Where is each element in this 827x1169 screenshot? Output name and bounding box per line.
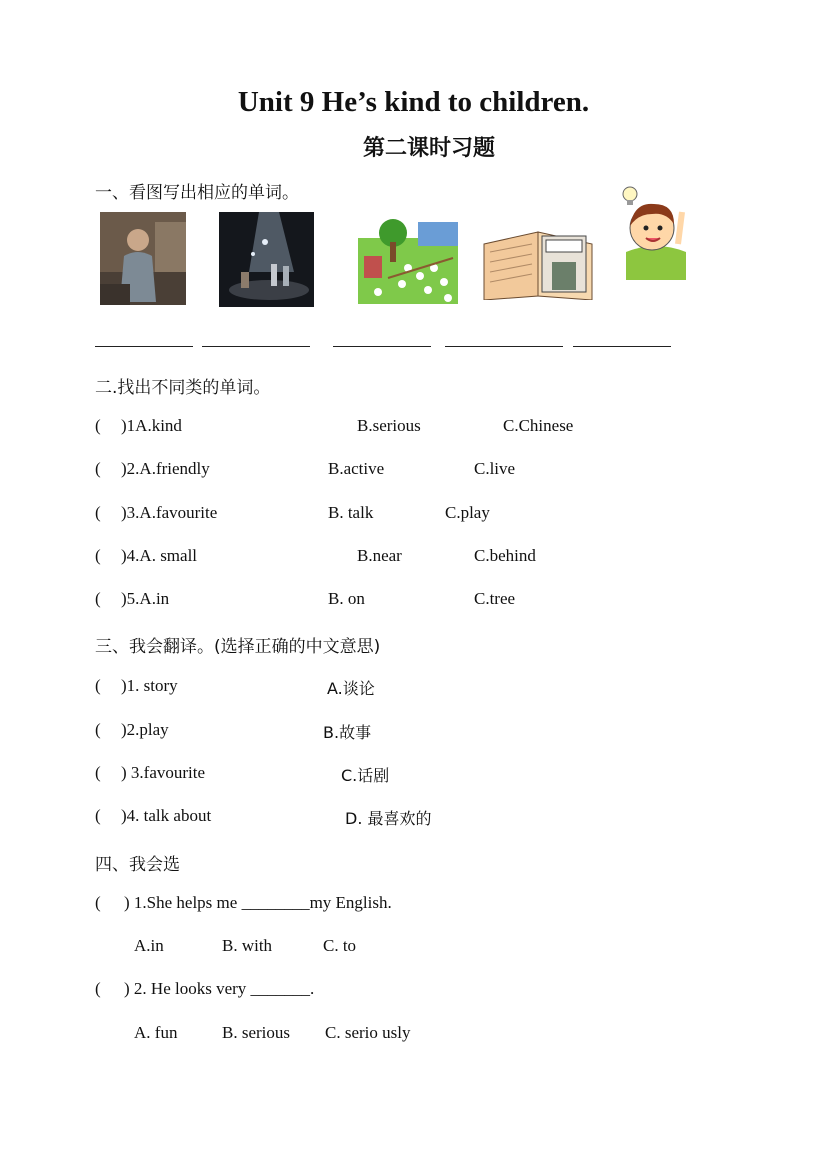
answer-bracket[interactable]: ( — [95, 546, 101, 565]
theatre-play-photo — [219, 212, 314, 307]
answer-bracket[interactable]: ( — [95, 720, 101, 739]
farm-picture — [358, 218, 458, 304]
english-word: ) 3.favourite — [121, 763, 206, 782]
english-word: )1. story — [121, 676, 178, 695]
story-book-picture — [480, 222, 598, 300]
section3-heading: 三、我会翻译。(选择正确的中文意思) — [95, 637, 381, 657]
page-title: Unit 9 He’s kind to children. — [237, 86, 590, 118]
english-word: )2.play — [121, 720, 169, 739]
answer-line-1[interactable] — [95, 346, 193, 347]
item-c: C.Chinese — [503, 416, 574, 435]
answer-line-5[interactable] — [573, 346, 671, 347]
answer-line-2[interactable] — [202, 346, 310, 347]
item-a: )4.A. small — [121, 546, 198, 565]
item-a: )2.A.friendly — [121, 459, 210, 478]
item-a: )3.A.favourite — [121, 503, 218, 522]
section4-heading: 四、我会选 — [95, 855, 180, 875]
option-c: C. to — [323, 936, 357, 955]
item-b: B.serious — [357, 416, 421, 435]
answer-bracket[interactable]: ( — [95, 589, 101, 608]
answer-bracket[interactable]: ( — [95, 459, 101, 478]
answer-bracket[interactable]: ( — [95, 979, 101, 998]
chinese-meaning: B.故事 — [323, 723, 372, 742]
boy-idea-cartoon — [620, 182, 692, 280]
item-c: C.play — [445, 503, 490, 522]
answer-bracket[interactable]: ( — [95, 763, 101, 782]
chinese-meaning: D. 最喜欢的 — [345, 809, 432, 828]
item-b: B. talk — [328, 503, 374, 522]
writer-photo — [100, 212, 186, 305]
item-a: )1A.kind — [121, 416, 182, 435]
answer-line-4[interactable] — [445, 346, 563, 347]
answer-bracket[interactable]: ( — [95, 503, 101, 522]
item-b: B.active — [328, 459, 385, 478]
item-c: C.tree — [474, 589, 516, 608]
item-c: C.behind — [474, 546, 536, 565]
answer-bracket[interactable]: ( — [95, 676, 101, 695]
question-stem: ) 1.She helps me ________my English. — [124, 893, 392, 912]
answer-bracket[interactable]: ( — [95, 806, 101, 825]
item-a: )5.A.in — [121, 589, 170, 608]
answer-line-3[interactable] — [333, 346, 431, 347]
english-word: )4. talk about — [121, 806, 212, 825]
option-b: B. serious — [222, 1023, 290, 1042]
chinese-meaning: A.谈论 — [327, 679, 375, 698]
option-a: A.in — [134, 936, 164, 955]
page-subtitle: 第二课时习题 — [363, 136, 496, 161]
option-c: C. serio usly — [325, 1023, 411, 1042]
option-b: B. with — [222, 936, 273, 955]
question-stem: ) 2. He looks very _______. — [124, 979, 315, 998]
item-b: B.near — [357, 546, 402, 565]
section1-heading: 一、看图写出相应的单词。 — [95, 183, 299, 203]
answer-bracket[interactable]: ( — [95, 893, 101, 912]
item-b: B. on — [328, 589, 365, 608]
item-c: C.live — [474, 459, 516, 478]
section2-heading: 二.找出不同类的单词。 — [95, 378, 271, 398]
option-a: A. fun — [134, 1023, 178, 1042]
answer-bracket[interactable]: ( — [95, 416, 101, 435]
chinese-meaning: C.话剧 — [341, 766, 390, 785]
